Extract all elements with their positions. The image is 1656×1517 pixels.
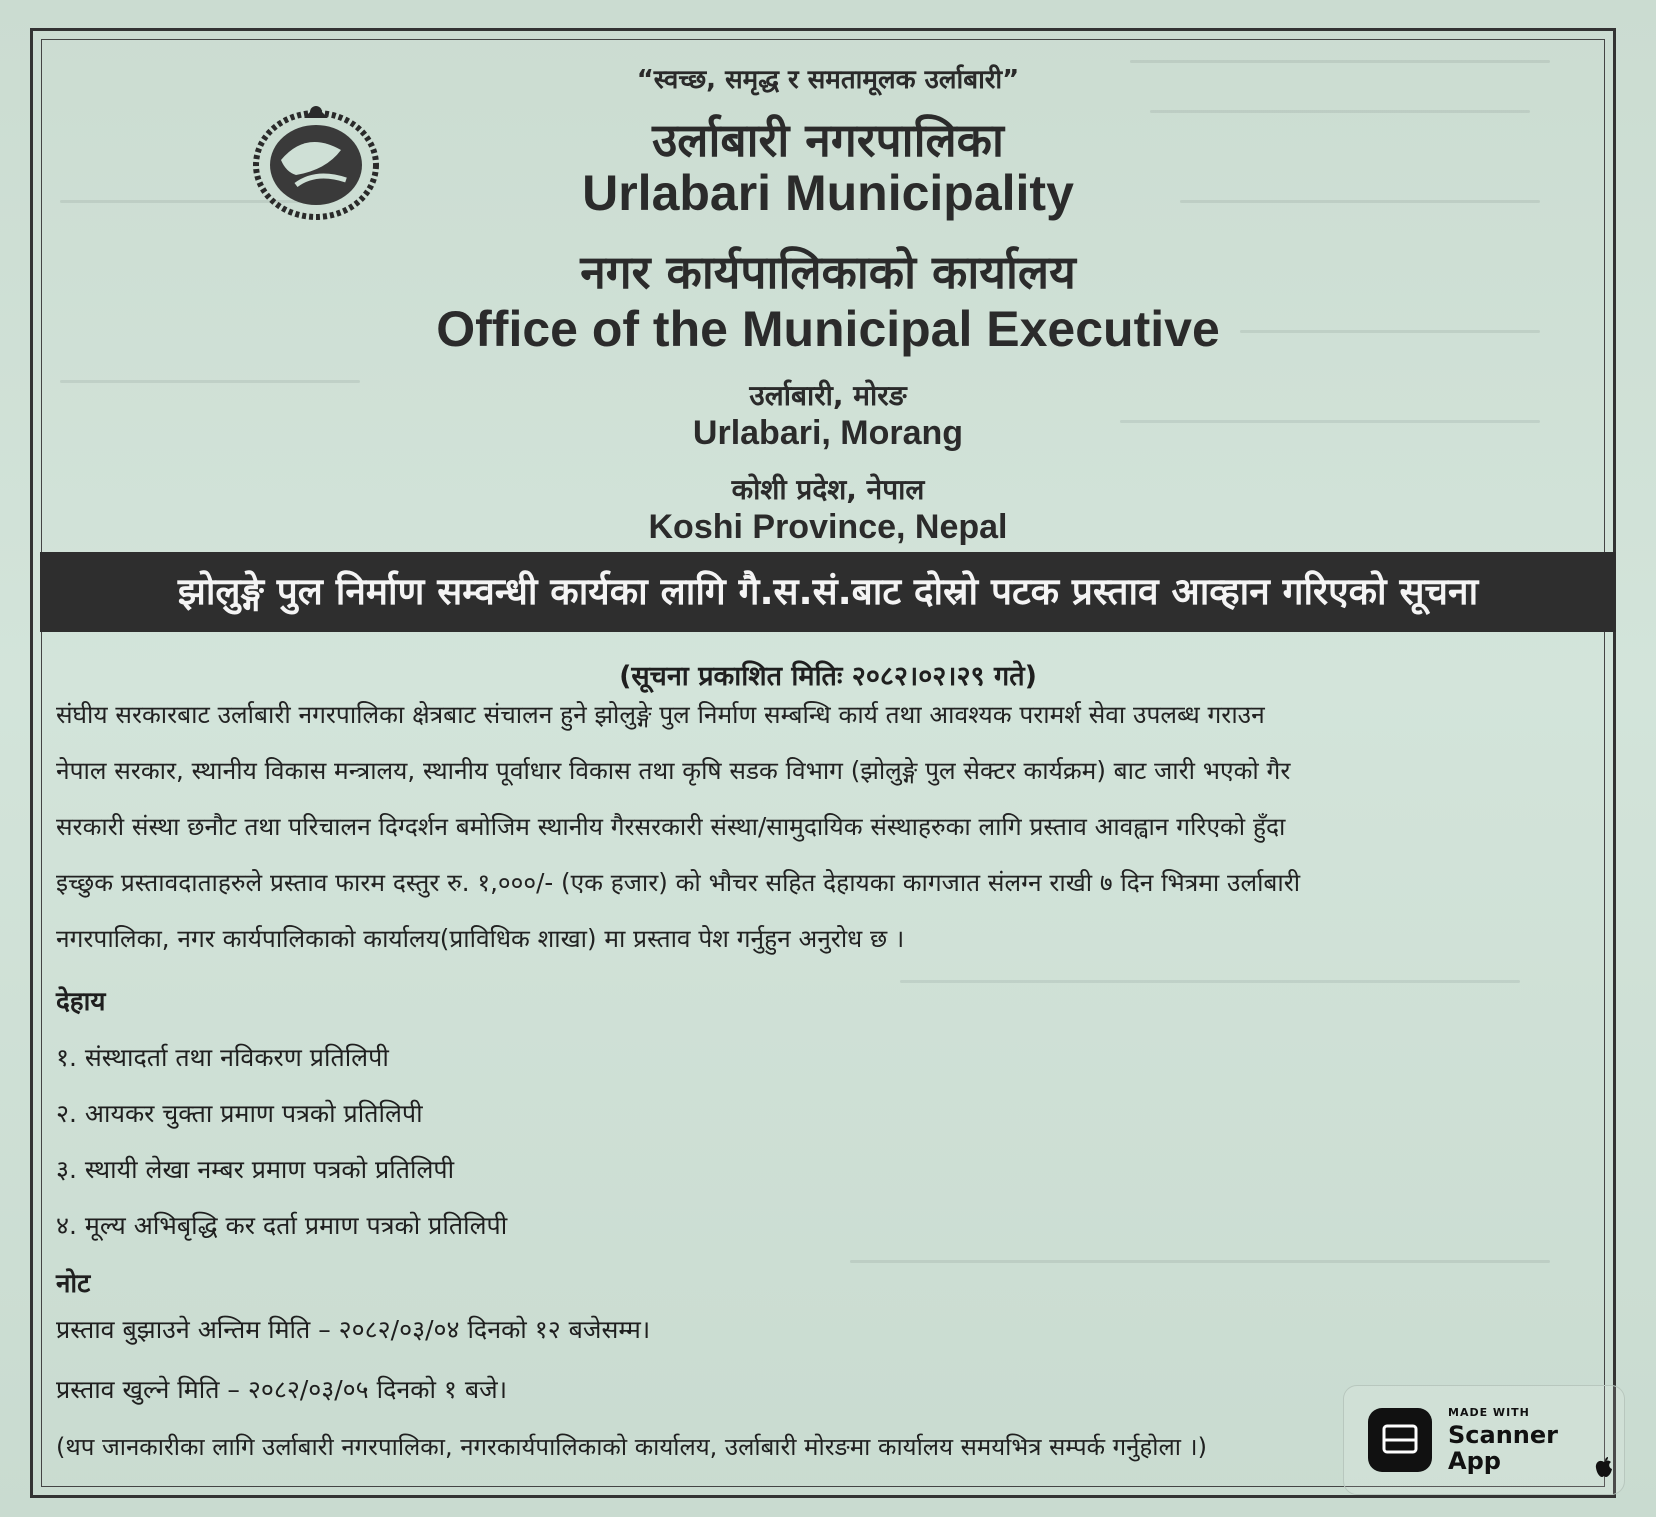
body-line: संघीय सरकारबाट उर्लाबारी नगरपालिका क्षेत्रबाट संचालन हुने झोलुङ्गे पुल निर्माण सम्बन्धि कार्य तथा आवश्यक परामर्श सेवा उपलब्ध गराउन (56, 700, 1265, 729)
province-en: Koshi Province, Nepal (648, 508, 1008, 546)
body-line: नगरपालिका, नगर कार्यपालिकाको कार्यालय(प्राविधिक शाखा) मा प्रस्ताव पेश गर्नुहुन अनुरोध छ । (56, 924, 905, 953)
document-item: ४. मूल्य अभिबृद्धि कर दर्ता प्रमाण पत्रको प्रतिलिपी (56, 1211, 508, 1240)
body-line: नेपाल सरकार, स्थानीय विकास मन्त्रालय, स्थानीय पूर्वाधार विकास तथा कृषि सडक विभाग (झोलुङ्गे पुल सेक्टर कार्यक्रम) बाट जारी भएको गैर (56, 756, 1291, 785)
body-line: सरकारी संस्था छनौट तथा परिचालन दिग्दर्शन बमोजिम स्थानीय गैरसरकारी संस्था/सामुदायिक संस्थाहरुका लागि प्रस्ताव आवह्वान गरिएको हुँदा (56, 812, 1286, 841)
document-item: २. आयकर चुक्ता प्रमाण पत्रको प्रतिलिपी (56, 1099, 423, 1128)
documents-heading: देहाय (56, 987, 106, 1017)
apple-icon (1594, 1456, 1614, 1478)
office-name-np: नगर कार्यपालिकाको कार्यालय (580, 245, 1076, 299)
notice-title-banner (40, 552, 1616, 632)
municipality-name-en: Urlabari Municipality (582, 165, 1074, 221)
province-np: कोशी प्रदेश, नेपाल (731, 473, 925, 506)
slogan: “स्वच्छ, समृद्ध र समतामूलक उर्लाबारी” (636, 65, 1020, 95)
document-item: १. संस्थादर्ता तथा नविकरण प्रतिलिपी (56, 1043, 389, 1072)
document-item: ३. स्थायी लेखा नम्बर प्रमाण पत्रको प्रतिलिपी (56, 1155, 455, 1184)
note-heading: नोट (56, 1269, 91, 1299)
municipality-name-np: उर्लाबारी नगरपालिका (652, 113, 1004, 167)
app-name-label: Scanner App (1448, 1421, 1558, 1475)
body-line: इच्छुक प्रस्तावदाताहरुले प्रस्ताव फारम दस्तुर रु. १,०००/- (एक हजार) को भौचर सहित देहायका कागजात संलग्न राखी ७ दिन भित्रमा उर्लाबारी (56, 868, 1301, 897)
location-np: उर्लाबारी, मोरङ (749, 379, 907, 412)
location-en: Urlabari, Morang (692, 414, 964, 452)
scanner-app-watermark (1343, 1385, 1625, 1495)
note-contact: (थप जानकारीका लागि उर्लाबारी नगरपालिका, नगरकार्यपालिकाको कार्यालय, उर्लाबारी मोरङमा कार्यालय समयभित्र सम्पर्क गर्नुहोला ।) (56, 1433, 1208, 1461)
office-name-en: Office of the Municipal Executive (436, 301, 1220, 357)
publication-date: (सूचना प्रकाशित मितिः २०८२।०२।२९ गते) (619, 661, 1037, 692)
notice-title: झोलुङ्गे पुल निर्माण सम्वन्धी कार्यका लागि गै.स.सं.बाट दोस्रो पटक प्रस्ताव आव्हान गरिएको सूचना (177, 570, 1479, 613)
scanner-app-icon (1368, 1408, 1432, 1472)
note-opening: प्रस्ताव खुल्ने मिति – २०८२/०३/०५ दिनको १ बजे। (56, 1375, 508, 1404)
made-with-label: MADE WITH (1448, 1406, 1530, 1419)
note-deadline: प्रस्ताव बुझाउने अन्तिम मिति – २०८२/०३/०४ दिनको १२ बजेसम्म। (56, 1315, 651, 1344)
